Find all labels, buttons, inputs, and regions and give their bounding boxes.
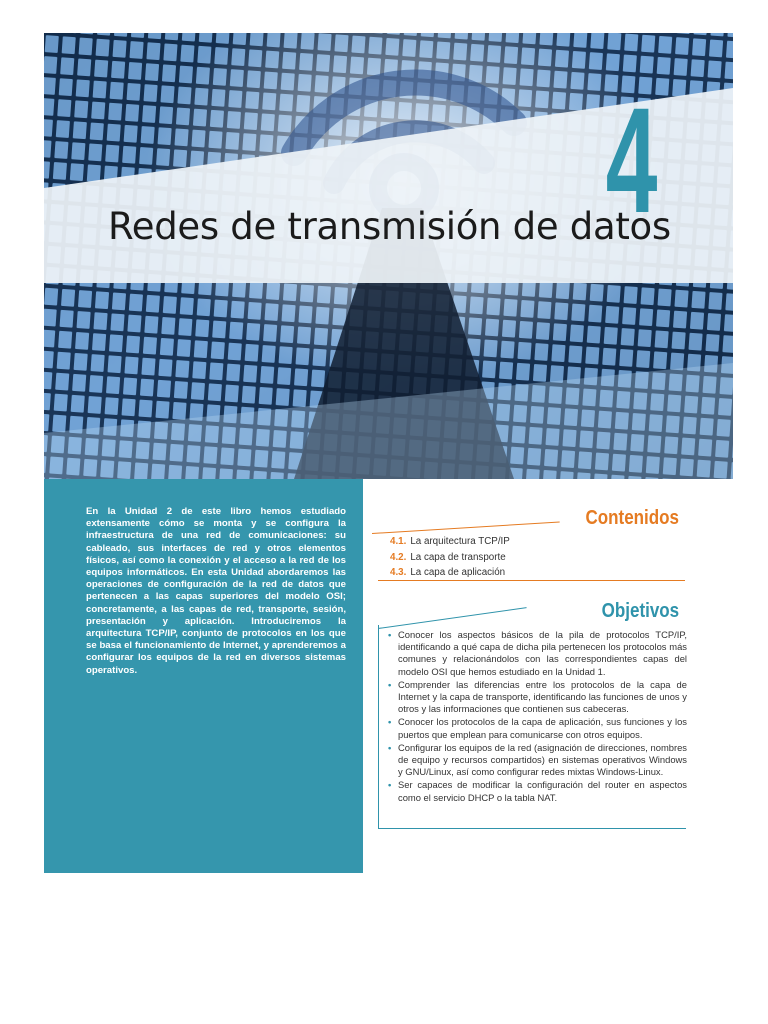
objective-text: Conocer los aspectos básicos de la pila de protocolos TCP/IP, identificando a qué capa de dicha pila pertenecen los protocolos más comunes y relacionándolos con las correspondientes capas del modelo OSI que hemos estudiado en la Unidad 1. [398, 629, 687, 677]
intro-panel [44, 479, 363, 873]
objective-text: Configurar los equipos de la red (asignación de direcciones, nombres de equipo y recursos compartidos) en sistemas operativos Windows y GNU/Linux, así como configurar redes mixtas Windows-Linux. [398, 741, 687, 778]
list-item [388, 629, 687, 678]
list-item [388, 742, 687, 779]
list-item [388, 679, 687, 716]
contents-divider-bottom [378, 580, 685, 581]
cover-image [44, 33, 733, 479]
list-item [390, 550, 510, 566]
objectives-box [378, 625, 686, 829]
bullet-icon: • [388, 741, 392, 753]
bullet-icon: • [388, 678, 392, 690]
list-item [388, 779, 687, 803]
objective-text: Comprender las diferencias entre los protocolos de la capa de Internet y la capa de transporte, identificando las funciones de unos y otros y las informaciones que contienen sus cabeceras. [398, 678, 687, 715]
contents-heading: Contenidos [585, 507, 679, 529]
contents-item-number: 4.3. [390, 567, 407, 578]
chapter-title: Redes de transmisión de datos [108, 205, 671, 248]
objective-text: Ser capaces de modificar la configuración del router en aspectos como el servicio DHCP o la tabla NAT. [398, 779, 687, 803]
bullet-icon: • [388, 779, 392, 791]
contents-divider-top [372, 522, 560, 534]
contents-item-number: 4.2. [390, 551, 407, 563]
bullet-icon: • [388, 716, 392, 728]
contents-item-label: La arquitectura TCP/IP [410, 536, 510, 547]
objectives-list [388, 629, 687, 805]
contents-item-label: La capa de aplicación [410, 567, 506, 578]
bullet-icon: • [388, 629, 392, 640]
contents-item-label: La capa de transporte [410, 551, 506, 563]
list-item [388, 716, 687, 740]
chapter-number: 4 [605, 76, 657, 244]
objectives-heading: Objetivos [601, 600, 679, 622]
objective-text: Conocer los protocolos de la capa de aplicación, sus funciones y los puertos que emplean para comunicarse con otros equipos. [398, 716, 687, 740]
contents-list [390, 534, 510, 581]
contents-item-number: 4.1. [390, 536, 407, 547]
intro-text: En la Unidad 2 de este libro hemos estudiado extensamente cómo se monta y se configura la infraestructura de una red de comunicaciones: su cableado, sus interfaces de red y otros elementos físicos, así como la conexión y el acceso a la red de los equipos informáticos. En esta Unidad abordaremos las operaciones de configuración de la red de datos que pertenecen a las capas superiores del modelo OSI; concretamente, a las capas de red, transporte, sesión, presentación y aplicación. Introduciremos la arquitectura TCP/IP, conjunto de protocolos en los que se basa el funcionamiento de Internet, y aprenderemos a configurar los equipos de la red en diversos sistemas operativos. [86, 506, 346, 676]
list-item [390, 534, 510, 550]
list-item [390, 565, 510, 581]
